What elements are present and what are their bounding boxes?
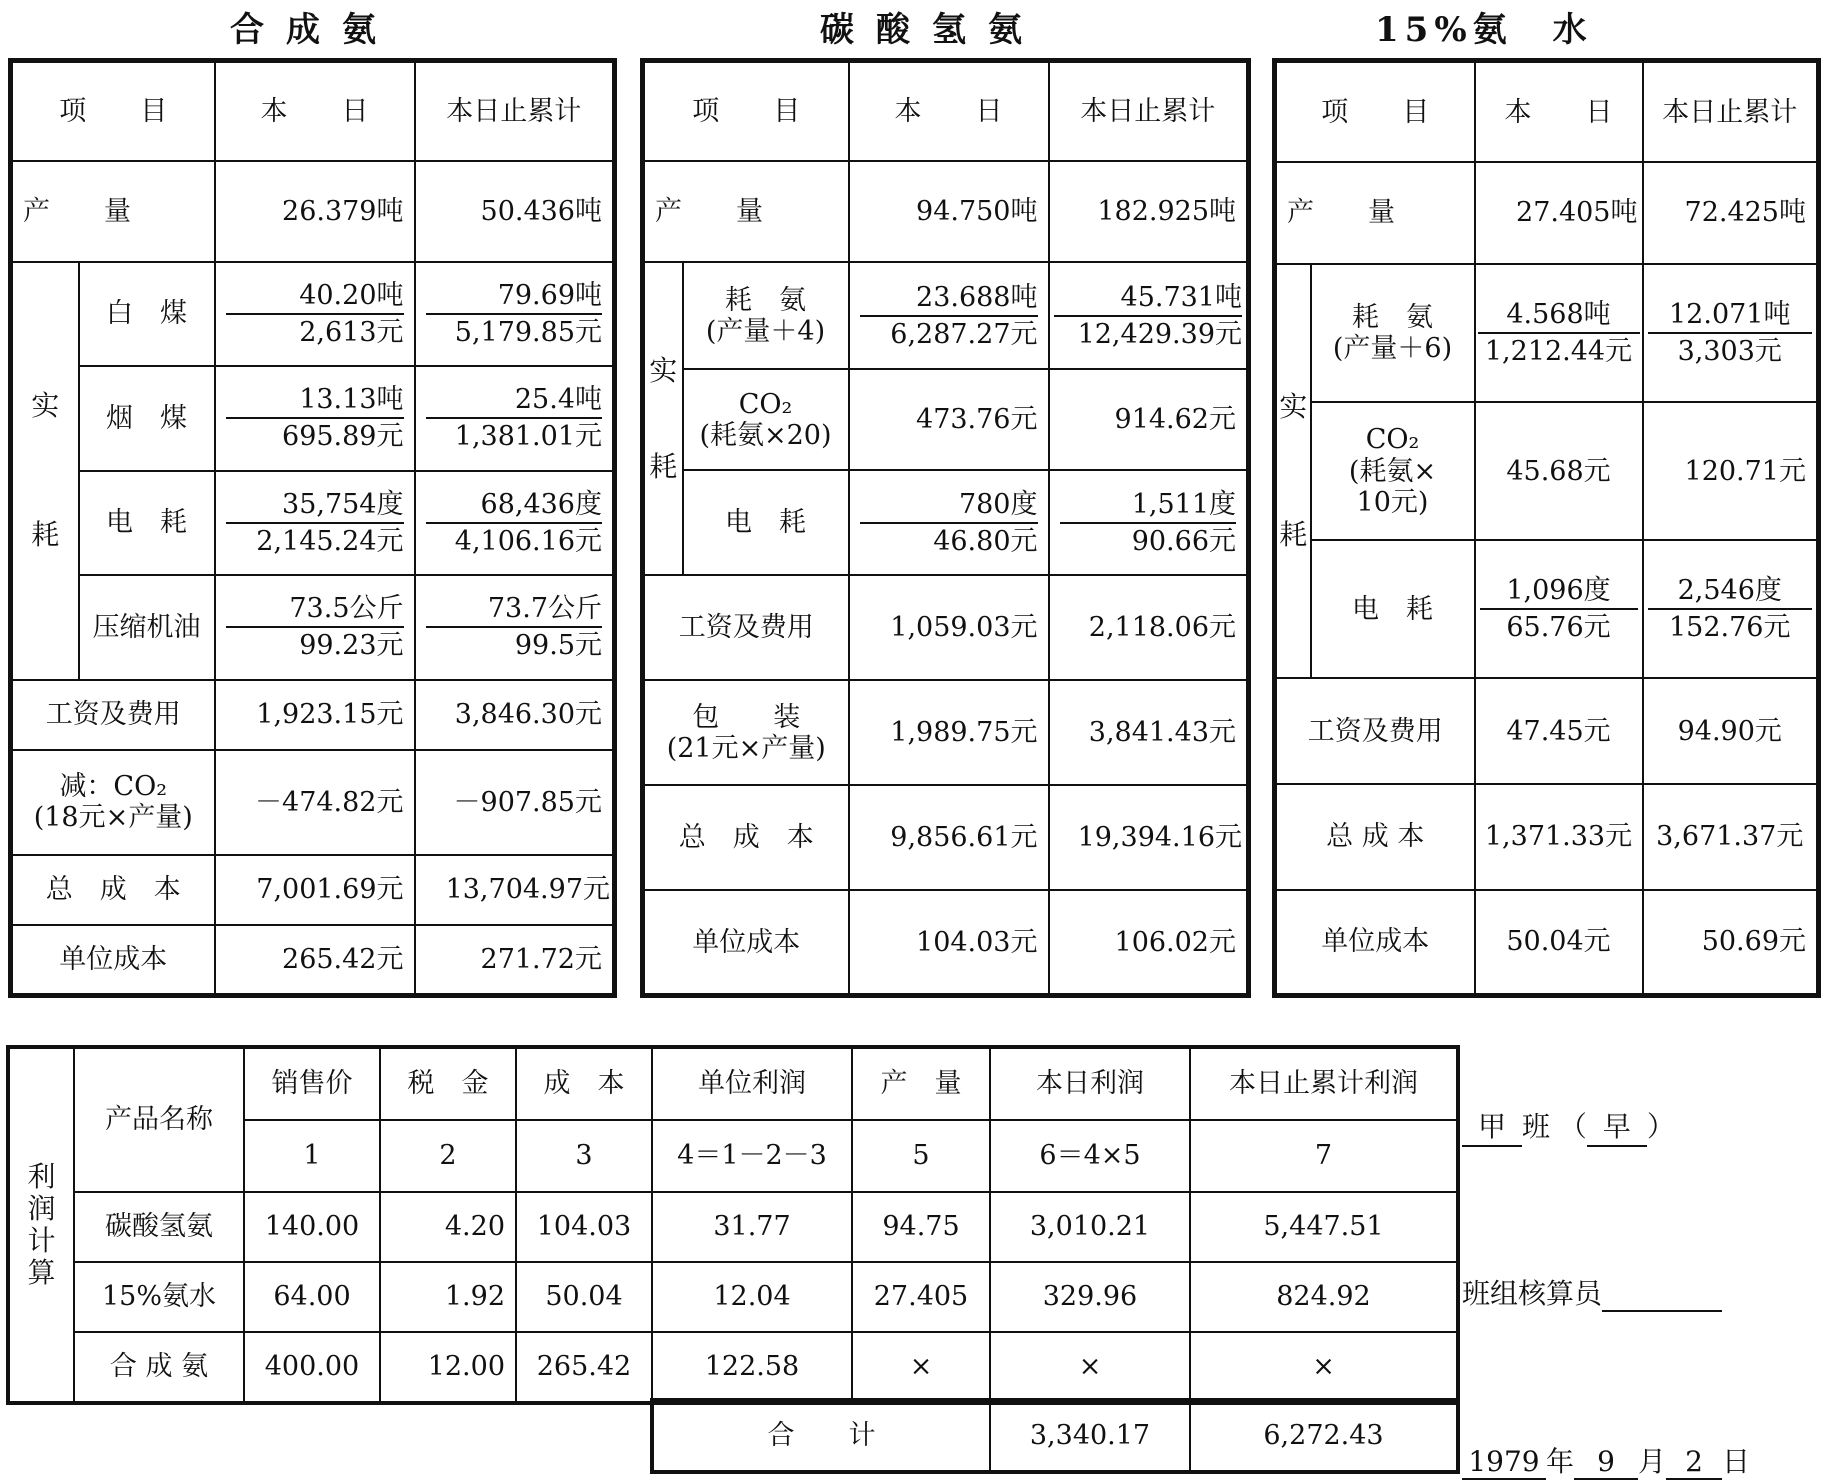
tax: 4.20	[380, 1192, 516, 1262]
power-consumption-cumulative: 1,511度 90.66元	[1049, 470, 1249, 575]
profit-calculation-table	[6, 1045, 1460, 1405]
material-day: 13.13吨 695.89元	[215, 366, 415, 471]
header-item: 项 目	[1275, 61, 1475, 163]
consumption-side-label: 实 耗	[1275, 264, 1311, 679]
header-cumulative: 本日止累计	[1049, 61, 1249, 162]
shift-time: 早	[1587, 1105, 1647, 1147]
power-consumption-label: 电 耗	[683, 470, 849, 575]
co2-deduction-label: 减：CO₂ (18元×产量)	[11, 750, 215, 855]
formula-cell: 1	[244, 1120, 380, 1192]
unit-cost-cumulative: 106.02元	[1049, 890, 1249, 995]
unit-profit: 31.77	[652, 1192, 852, 1262]
sale-price: 140.00	[244, 1192, 380, 1262]
power-consumption-day: 780度 46.80元	[849, 470, 1049, 575]
sale-price: 400.00	[244, 1332, 380, 1403]
material-name: 白 煤	[79, 262, 215, 367]
total-label: 合 计	[652, 1400, 990, 1472]
material-cumulative: 25.4吨 1,381.01元	[415, 366, 615, 471]
material-cumulative: 79.69吨 5,179.85元	[415, 262, 615, 367]
unit-cost-cumulative: 271.72元	[415, 925, 615, 995]
ammonium-bicarbonate-table	[640, 58, 1251, 998]
total-cost-cumulative: 3,671.37元	[1643, 784, 1819, 890]
year-label: 年	[1546, 1445, 1575, 1478]
material-day: 73.5公斤 99.23元	[215, 575, 415, 680]
product-name: 15%氨水	[74, 1262, 244, 1332]
ammonia-water-table	[1272, 58, 1821, 998]
product-name: 碳酸氢氨	[74, 1192, 244, 1262]
header-day: 本 日	[1475, 61, 1643, 163]
date-note	[1462, 1440, 1750, 1480]
co2-label: CO₂ (耗氨× 10元)	[1311, 402, 1475, 540]
power-consumption-label: 电 耗	[1311, 540, 1475, 678]
col-tax: 税 金	[380, 1047, 516, 1120]
unit-cost-label: 单位成本	[643, 890, 849, 995]
table-row	[8, 1332, 1458, 1403]
shift-label: 班	[1522, 1110, 1551, 1143]
formula-cell: 6＝4×5	[990, 1120, 1190, 1192]
wages-cumulative: 3,846.30元	[415, 680, 615, 750]
power-consumption-day: 1,096度 65.76元	[1475, 540, 1643, 678]
cost: 104.03	[516, 1192, 652, 1262]
tax: 12.00	[380, 1332, 516, 1403]
title-ammonia-water: 15%氨 水	[1375, 10, 1593, 50]
material-name: 烟 煤	[79, 366, 215, 471]
wages-day: 1,923.15元	[215, 680, 415, 750]
output: 27.405	[852, 1262, 990, 1332]
synthetic-ammonia-table	[8, 58, 617, 998]
packaging-cumulative: 3,841.43元	[1049, 680, 1249, 785]
title-ammonium-bicarbonate: 碳酸氢氨	[820, 10, 1044, 50]
output: ×	[852, 1332, 990, 1403]
packaging-label: 包 装 (21元×产量)	[643, 680, 849, 785]
shift-name: 甲	[1462, 1105, 1522, 1147]
tax: 1.92	[380, 1262, 516, 1332]
formula-cell: 3	[516, 1120, 652, 1192]
formula-cell: 7	[1190, 1120, 1458, 1192]
accountant-signature-line	[1602, 1277, 1722, 1312]
day-label: 日	[1722, 1445, 1751, 1478]
date-month: 9	[1574, 1445, 1638, 1480]
col-output: 产 量	[852, 1047, 990, 1120]
co2-cumulative: 120.71元	[1643, 402, 1819, 540]
total-cost-day: 1,371.33元	[1475, 784, 1643, 890]
table-row	[8, 1262, 1458, 1332]
output-label: 产 量	[11, 161, 215, 262]
day-profit: 3,010.21	[990, 1192, 1190, 1262]
header-day: 本 日	[215, 61, 415, 162]
material-name: 电 耗	[79, 471, 215, 576]
consumption-side-label: 实 耗	[11, 262, 79, 680]
unit-cost-day: 104.03元	[849, 890, 1049, 995]
wages-cumulative: 2,118.06元	[1049, 575, 1249, 680]
wages-cumulative: 94.90元	[1643, 678, 1819, 784]
wages-day: 47.45元	[1475, 678, 1643, 784]
total-cost-cumulative: 19,394.16元	[1049, 785, 1249, 890]
header-item: 项 目	[11, 61, 215, 162]
co2-day: 45.68元	[1475, 402, 1643, 540]
table-row	[8, 1192, 1458, 1262]
header-day: 本 日	[849, 61, 1049, 162]
unit-cost-day: 50.04元	[1475, 890, 1643, 996]
ammonia-consumption-day: 23.688吨 6,287.27元	[849, 262, 1049, 369]
total-cost-label: 总 成 本	[643, 785, 849, 890]
output-day: 27.405吨	[1475, 162, 1643, 264]
ammonia-consumption-label: 耗 氨 (产量＋6)	[1311, 264, 1475, 402]
co2-day: 473.76元	[849, 369, 1049, 470]
header-cumulative: 本日止累计	[415, 61, 615, 162]
day-profit: ×	[990, 1332, 1190, 1403]
wages-label: 工资及费用	[11, 680, 215, 750]
sale-price: 64.00	[244, 1262, 380, 1332]
ammonia-consumption-label: 耗 氨 (产量＋4)	[683, 262, 849, 369]
output-label: 产 量	[643, 161, 849, 262]
total-cost-label: 总 成 本	[11, 855, 215, 925]
col-cumulative-profit: 本日止累计利润	[1190, 1047, 1458, 1120]
wages-label: 工资及费用	[643, 575, 849, 680]
unit-profit: 12.04	[652, 1262, 852, 1332]
material-cumulative: 68,436度 4,106.16元	[415, 471, 615, 576]
formula-cell: 2	[380, 1120, 516, 1192]
power-consumption-cumulative: 2,546度 152.76元	[1643, 540, 1819, 678]
co2-deduction-cumulative: －907.85元	[415, 750, 615, 855]
output-cumulative: 182.925吨	[1049, 161, 1249, 262]
month-label: 月	[1638, 1445, 1667, 1478]
header-cumulative: 本日止累计	[1643, 61, 1819, 163]
unit-cost-label: 单位成本	[11, 925, 215, 995]
col-unit-profit: 单位利润	[652, 1047, 852, 1120]
accountant-label: 班组核算员	[1462, 1277, 1603, 1310]
col-product-name: 产品名称	[74, 1047, 244, 1192]
product-name: 合 成 氨	[74, 1332, 244, 1403]
total-cost-cumulative: 13,704.97元	[415, 855, 615, 925]
total-cost-label: 总 成 本	[1275, 784, 1475, 890]
total-day-profit: 3,340.17	[990, 1400, 1190, 1472]
col-sale-price: 销售价	[244, 1047, 380, 1120]
material-name: 压缩机油	[79, 575, 215, 680]
material-cumulative: 73.7公斤 99.5元	[415, 575, 615, 680]
col-cost: 成 本	[516, 1047, 652, 1120]
total-cost-day: 9,856.61元	[849, 785, 1049, 890]
total-cumulative-profit: 6,272.43	[1190, 1400, 1458, 1472]
output-day: 94.750吨	[849, 161, 1049, 262]
unit-profit: 122.58	[652, 1332, 852, 1403]
cost: 265.42	[516, 1332, 652, 1403]
cumulative-profit: 5,447.51	[1190, 1192, 1458, 1262]
profit-side-label: 利 润 计 算	[8, 1047, 74, 1403]
formula-cell: 5	[852, 1120, 990, 1192]
material-day: 40.20吨 2,613元	[215, 262, 415, 367]
header-item: 项 目	[643, 61, 849, 162]
co2-deduction-day: －474.82元	[215, 750, 415, 855]
accountant-note	[1462, 1272, 1722, 1312]
date-year: 1979	[1462, 1445, 1546, 1480]
material-day: 35,754度 2,145.24元	[215, 471, 415, 576]
consumption-side-label: 实 耗	[643, 262, 683, 575]
output-day: 26.379吨	[215, 161, 415, 262]
wages-day: 1,059.03元	[849, 575, 1049, 680]
output-label: 产 量	[1275, 162, 1475, 264]
output: 94.75	[852, 1192, 990, 1262]
day-profit: 329.96	[990, 1262, 1190, 1332]
cumulative-profit: ×	[1190, 1332, 1458, 1403]
profit-total-table	[650, 1398, 1460, 1474]
wages-label: 工资及费用	[1275, 678, 1475, 784]
unit-cost-cumulative: 50.69元	[1643, 890, 1819, 996]
formula-cell: 4＝1－2－3	[652, 1120, 852, 1192]
packaging-day: 1,989.75元	[849, 680, 1049, 785]
title-synthetic-ammonia: 合成氨	[230, 10, 398, 50]
co2-label: CO₂ (耗氨×20)	[683, 369, 849, 470]
col-day-profit: 本日利润	[990, 1047, 1190, 1120]
cost: 50.04	[516, 1262, 652, 1332]
total-cost-day: 7,001.69元	[215, 855, 415, 925]
shift-note: 甲 班 （ 早 ）	[1462, 1105, 1675, 1147]
date-day: 2	[1666, 1445, 1722, 1480]
ammonia-consumption-cumulative: 45.731吨 12,429.39元	[1049, 262, 1249, 369]
unit-cost-label: 单位成本	[1275, 890, 1475, 996]
ammonia-consumption-cumulative: 12.071吨 3,303元	[1643, 264, 1819, 402]
co2-cumulative: 914.62元	[1049, 369, 1249, 470]
unit-cost-day: 265.42元	[215, 925, 415, 995]
cumulative-profit: 824.92	[1190, 1262, 1458, 1332]
output-cumulative: 50.436吨	[415, 161, 615, 262]
ammonia-consumption-day: 4.568吨 1,212.44元	[1475, 264, 1643, 402]
output-cumulative: 72.425吨	[1643, 162, 1819, 264]
